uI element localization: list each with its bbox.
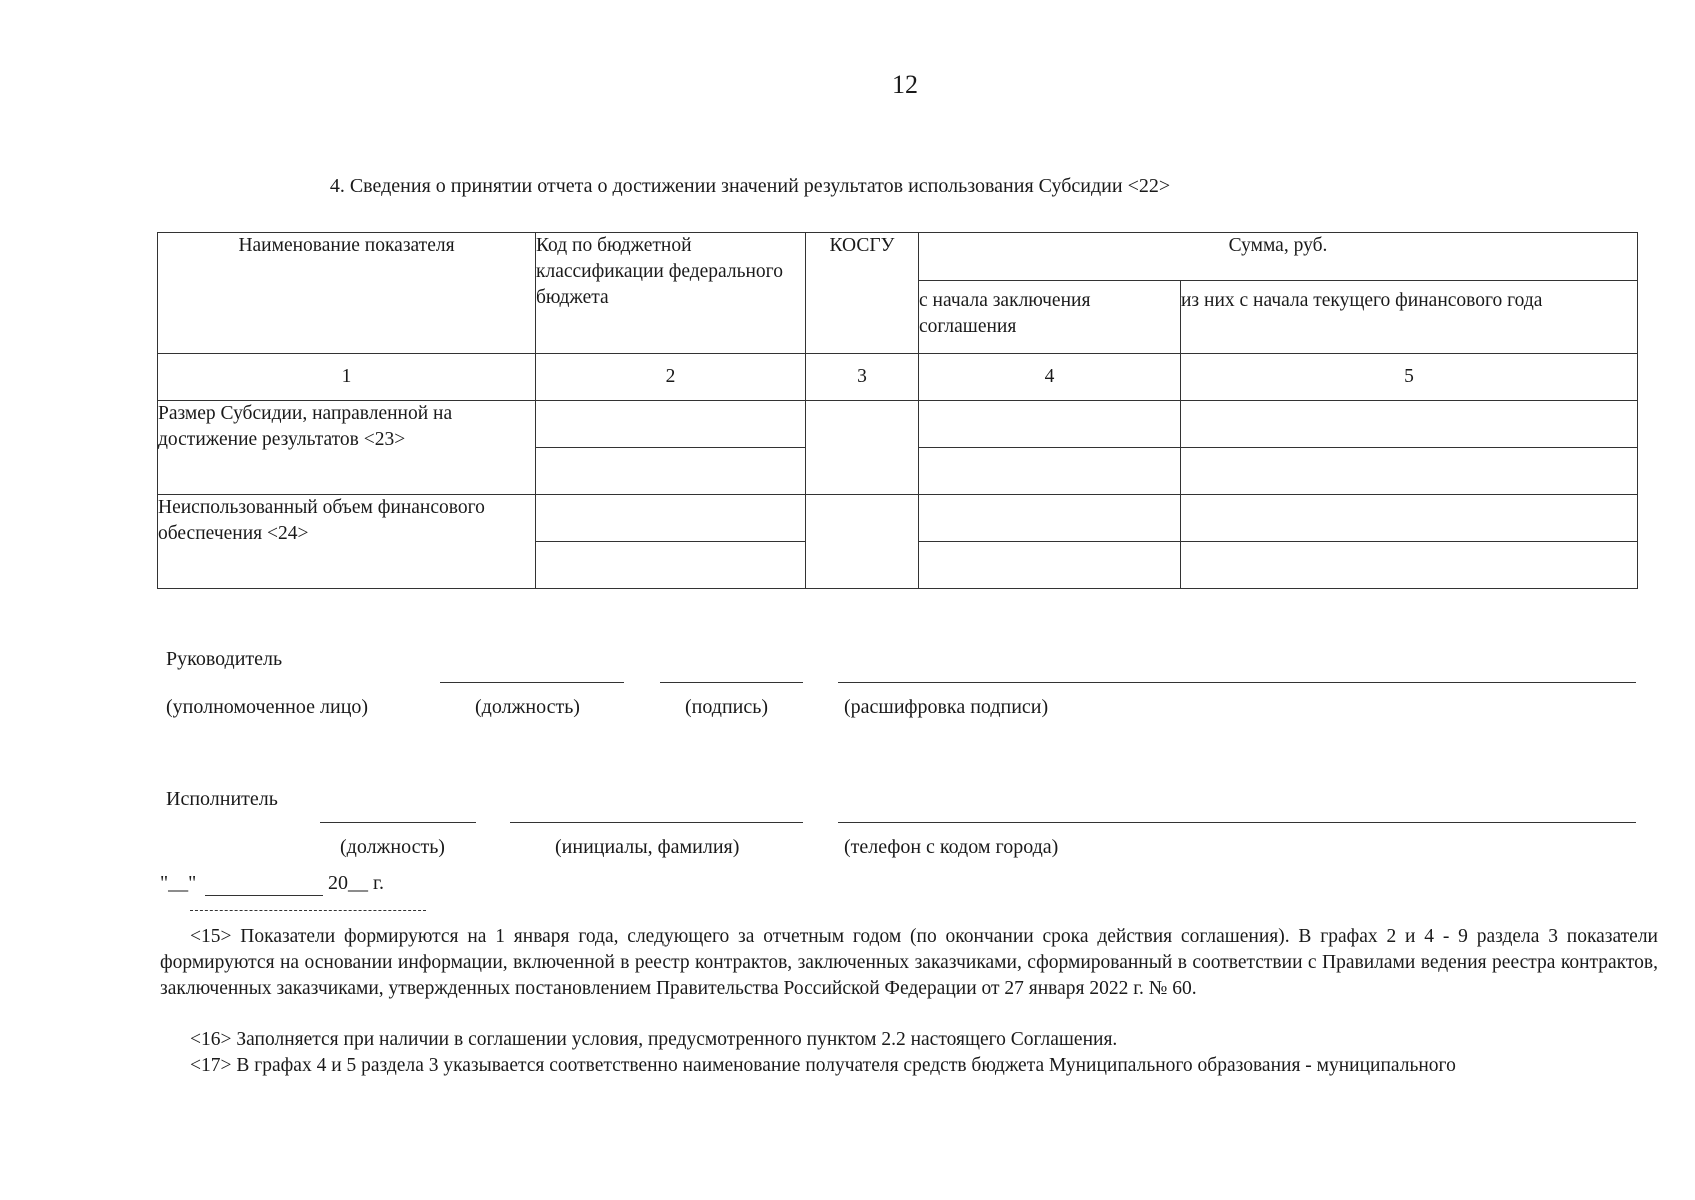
footnote-15: <15> Показатели формируются на 1 января года, следующего за отчетным годом (по окончании срока действия соглашения). В графах 2 и 4 - 9 раздела 3 показатели формируются на основании информации, включенной в реестр контрактов, заключенных заказчиками, сформированный в соответствии с Правилами ведения реестра контрактов, заключенных заказчиками, утвержденных постановлением Правительства Российской Федерации от 27 января 2022 г. № 60.: [160, 926, 1658, 999]
executor-label: Исполнитель: [166, 788, 278, 810]
header-row: [158, 233, 1638, 281]
table-cell: [1181, 448, 1638, 495]
table-cell: [1181, 542, 1638, 589]
date-month-line: [205, 895, 323, 896]
head-decoding-caption: (расшифровка подписи): [844, 696, 1049, 718]
column-number-row: [158, 354, 1638, 401]
executor-initials-caption: (инициалы, фамилия): [555, 836, 740, 858]
executor-initials-line: [510, 822, 803, 823]
head-position-caption: (должность): [475, 696, 580, 718]
column-number-1: 1: [158, 354, 536, 401]
row-label-unused-volume: Неиспользованный объем финансового обеспечения <24>: [158, 495, 536, 589]
column-number-5: 5: [1181, 354, 1638, 401]
table-cell: [919, 495, 1181, 542]
table-cell: [806, 401, 919, 495]
section-title: 4. Сведения о принятии отчета о достижении значений результатов использования Субсидии <22>: [329, 175, 1171, 197]
date-day: "__": [160, 872, 197, 894]
head-label: Руководитель: [166, 648, 283, 670]
header-sum: Сумма, руб.: [919, 233, 1638, 281]
table-cell: [536, 448, 806, 495]
executor-phone-line: [838, 822, 1636, 823]
head-signature-caption: (подпись): [685, 696, 769, 718]
table-cell: [1181, 401, 1638, 448]
table-cell: [1181, 495, 1638, 542]
footnote-16: <16> Заполняется при наличии в соглашении условия, предусмотренного пунктом 2.2 настоящего Соглашения.: [190, 1029, 1118, 1050]
table-cell: [806, 495, 919, 589]
footnote-17: <17> В графах 4 и 5 раздела 3 указывается соответственно наименование получателя средств бюджета Муниципального образования - муниципального: [190, 1055, 1456, 1076]
table-cell: [919, 448, 1181, 495]
head-position-line: [440, 682, 624, 683]
executor-position-caption: (должность): [340, 836, 445, 858]
header-kosgu: КОСГУ: [806, 233, 919, 354]
executor-position-line: [320, 822, 476, 823]
head-decoding-line: [838, 682, 1636, 683]
footnote-separator: [190, 910, 426, 911]
column-number-3: 3: [806, 354, 919, 401]
table-cell: [536, 495, 806, 542]
table-cell: [536, 401, 806, 448]
header-since-agreement: с начала заключения соглашения: [919, 281, 1181, 354]
table-cell: [919, 401, 1181, 448]
column-number-4: 4: [919, 354, 1181, 401]
report-table: [157, 232, 1638, 589]
page-number: 12: [892, 70, 918, 99]
header-indicator-name: Наименование показателя: [158, 233, 536, 354]
executor-phone-caption: (телефон с кодом города): [844, 836, 1059, 858]
table-cell: [919, 542, 1181, 589]
header-current-year: из них с начала текущего финансового года: [1181, 281, 1638, 354]
date-year: 20__ г.: [328, 872, 384, 894]
table-row: [158, 495, 1638, 542]
column-number-2: 2: [536, 354, 806, 401]
head-signature-line: [660, 682, 803, 683]
table-cell: [536, 542, 806, 589]
header-budget-code: Код по бюджетной классификации федерального бюджета: [536, 233, 806, 354]
row-label-subsidy-size: Размер Субсидии, направленной на достижение результатов <23>: [158, 401, 536, 495]
head-sublabel: (уполномоченное лицо): [166, 696, 369, 718]
table-row: [158, 401, 1638, 448]
